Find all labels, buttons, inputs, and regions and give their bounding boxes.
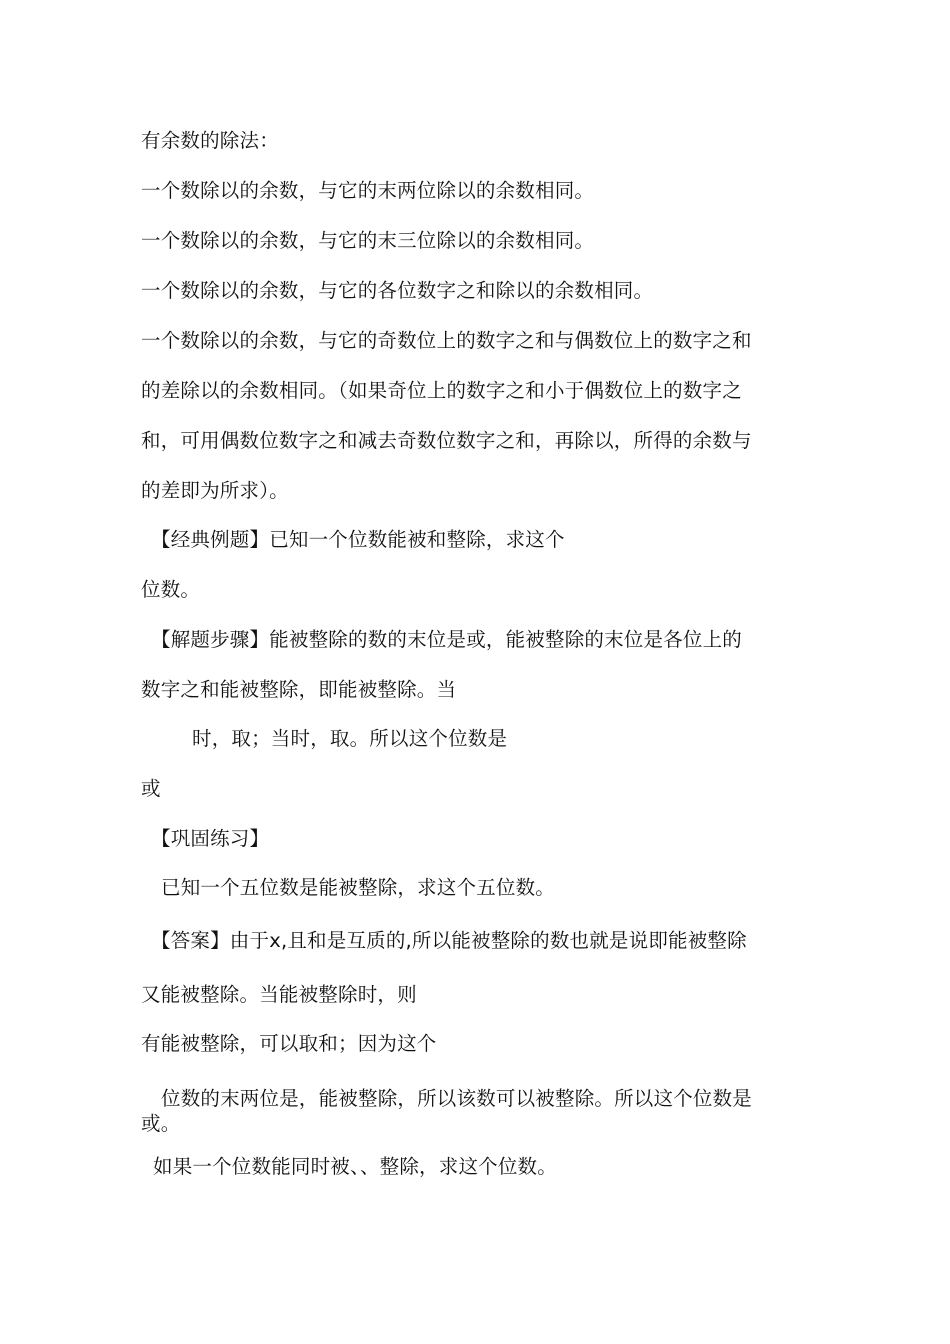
answer-text: 或。 <box>141 1112 181 1135</box>
section-heading: 有余数的除法： <box>141 129 279 152</box>
practice-problem: 如果一个位数能同时被、、整除，求这个位数。 <box>153 1155 557 1178</box>
rule-line: 一个数除以的余数，与它的末两位除以的余数相同。 <box>141 179 595 202</box>
answer-text: 位数的末两位是，能被整除，所以该数可以被整除。所以这个位数是 <box>161 1087 753 1110</box>
rule-line: 和，可用偶数位数字之和减去奇数位数字之和，再除以，所得的余数与 <box>141 429 752 452</box>
answer-text: 又能被整除。当能被整除时，则 <box>141 983 417 1006</box>
practice-problem: 已知一个五位数是能被整除，求这个五位数。 <box>161 876 556 899</box>
solution-steps: 或 <box>141 777 161 800</box>
solution-steps: 数字之和能被整除，即能被整除。当 <box>141 678 457 701</box>
solution-steps: 时，取；当时，取。所以这个位数是 <box>192 727 508 750</box>
answer-text: 【答案】由于x,且和是互质的,所以能被整除的数也就是说即能被整除 <box>151 929 747 952</box>
answer-text: 有能被整除，可以取和；因为这个 <box>141 1032 437 1055</box>
rule-line: 的差除以的余数相同。（如果奇位上的数字之和小于偶数位上的数字之 <box>141 379 742 402</box>
solution-steps: 【解题步骤】能被整除的数的末位是或，能被整除的末位是各位上的 <box>151 628 743 651</box>
example-problem: 【经典例题】已知一个位数能被和整除，求这个 <box>151 528 565 551</box>
rule-line: 的差即为所求）。 <box>141 479 289 502</box>
rule-line: 一个数除以的余数，与它的各位数字之和除以的余数相同。 <box>141 279 654 302</box>
practice-heading: 【巩固练习】 <box>151 827 270 850</box>
rule-line: 一个数除以的余数，与它的奇数位上的数字之和与偶数位上的数字之和 <box>141 329 752 352</box>
rule-line: 一个数除以的余数，与它的末三位除以的余数相同。 <box>141 229 595 252</box>
example-problem: 位数。 <box>141 578 201 601</box>
